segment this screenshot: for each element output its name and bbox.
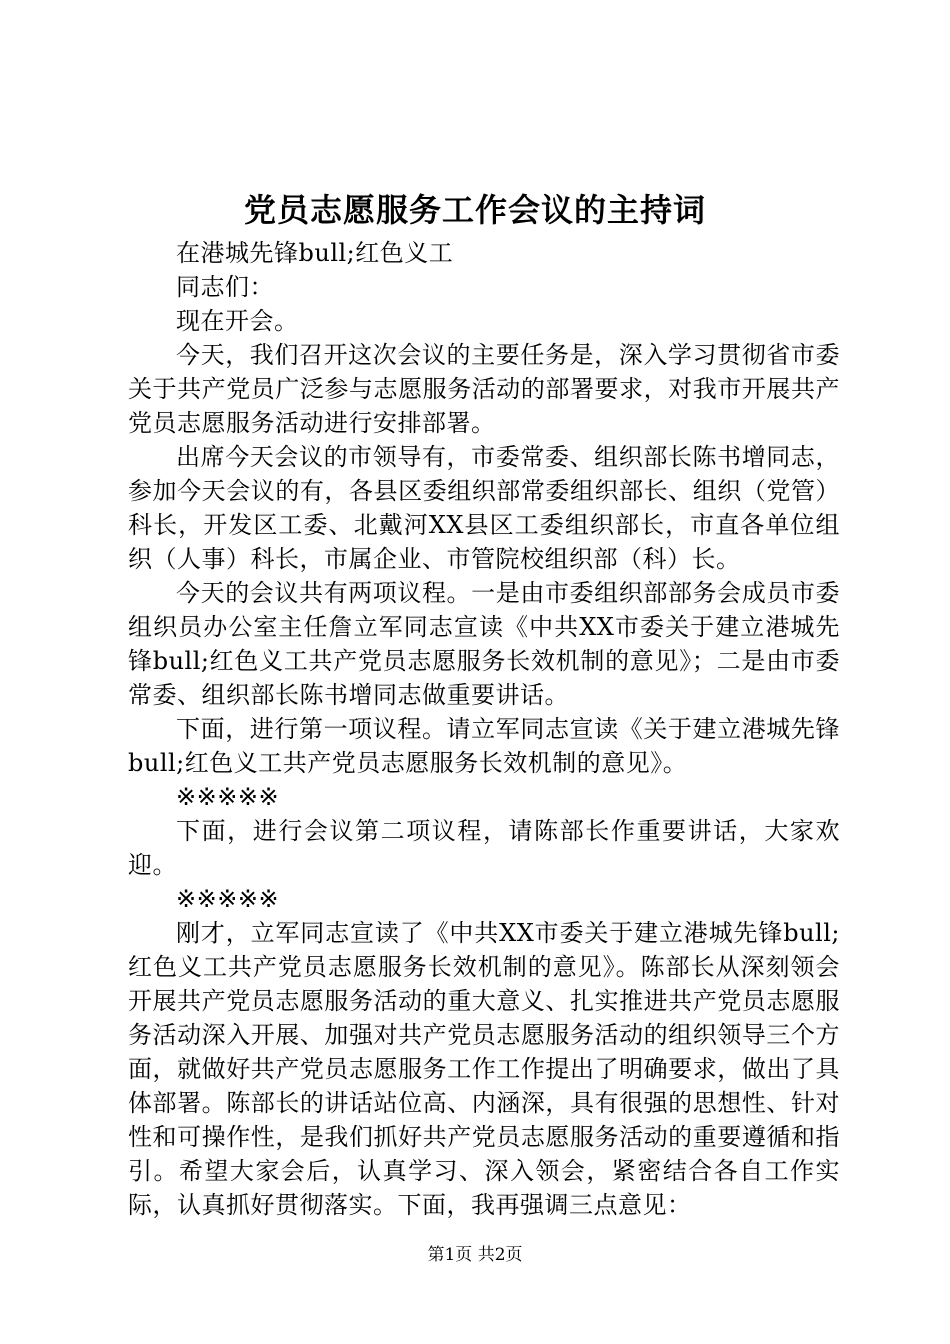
paragraph-separator-1: ※※※※※ (176, 783, 280, 811)
document-body (128, 236, 840, 1222)
paragraph-salutation: 同志们： (176, 273, 274, 301)
paragraph-greeting-line: 在港城先锋bull;红色义工 (176, 239, 454, 267)
document-title: 党员志愿服务工作会议的主持词 (243, 191, 706, 229)
paragraph-main-task: 今天，我们召开这次会议的主要任务是，深入学习贯彻省市委关于共产党员广泛参与志愿服务活动的部署要求，对我市开展共产党员志愿服务活动进行安排部署。 (128, 341, 840, 437)
page-footer: 第1页 共2页 (427, 1245, 523, 1265)
paragraph-agenda: 今天的会议共有两项议程。一是由市委组织部部务会成员市委组织员办公室主任詹立军同志宣读《中共XX市委关于建立港城先锋bull;红色义工共产党员志愿服务长效机制的意见》；二是由市委常委、组织部长陈书增同志做重要讲话。 (128, 579, 840, 709)
paragraph-summary: 刚才，立军同志宣读了《中共XX市委关于建立港城先锋bull;红色义工共产党员志愿服务长效机制的意见》。陈部长从深刻领会开展共产党员志愿服务活动的重大意义、扎实推进共产党员志愿服务活动深入开展、加强对共产党员志愿服务活动的组织领导三个方面，就做好共产党员志愿服务工作工作提出了明确要求，做出了具体部署。陈部长的讲话站位高、内涵深，具有很强的思想性、针对性和可操作性，是我们抓好共产党员志愿服务活动的重要遵循和指引。希望大家会后，认真学习、深入领会，紧密结合各自工作实际，认真抓好贯彻落实。下面，我再强调三点意见： (128, 919, 840, 1219)
paragraph-attendees: 出席今天会议的市领导有，市委常委、组织部长陈书增同志，参加今天会议的有，各县区委组织部常委组织部长、组织（党管）科长，开发区工委、北戴河XX县区工委组织部长，市直各单位组织（人事）科长，市属企业、市管院校组织部（科）长。 (128, 443, 840, 573)
paragraph-opening: 现在开会。 (176, 307, 299, 335)
paragraph-second-item: 下面，进行会议第二项议程，请陈部长作重要讲话，大家欢迎。 (128, 817, 840, 879)
paragraph-separator-2: ※※※※※ (176, 885, 280, 913)
paragraph-first-item: 下面，进行第一项议程。请立军同志宣读《关于建立港城先锋bull;红色义工共产党员志愿服务长效机制的意见》。 (128, 715, 840, 777)
